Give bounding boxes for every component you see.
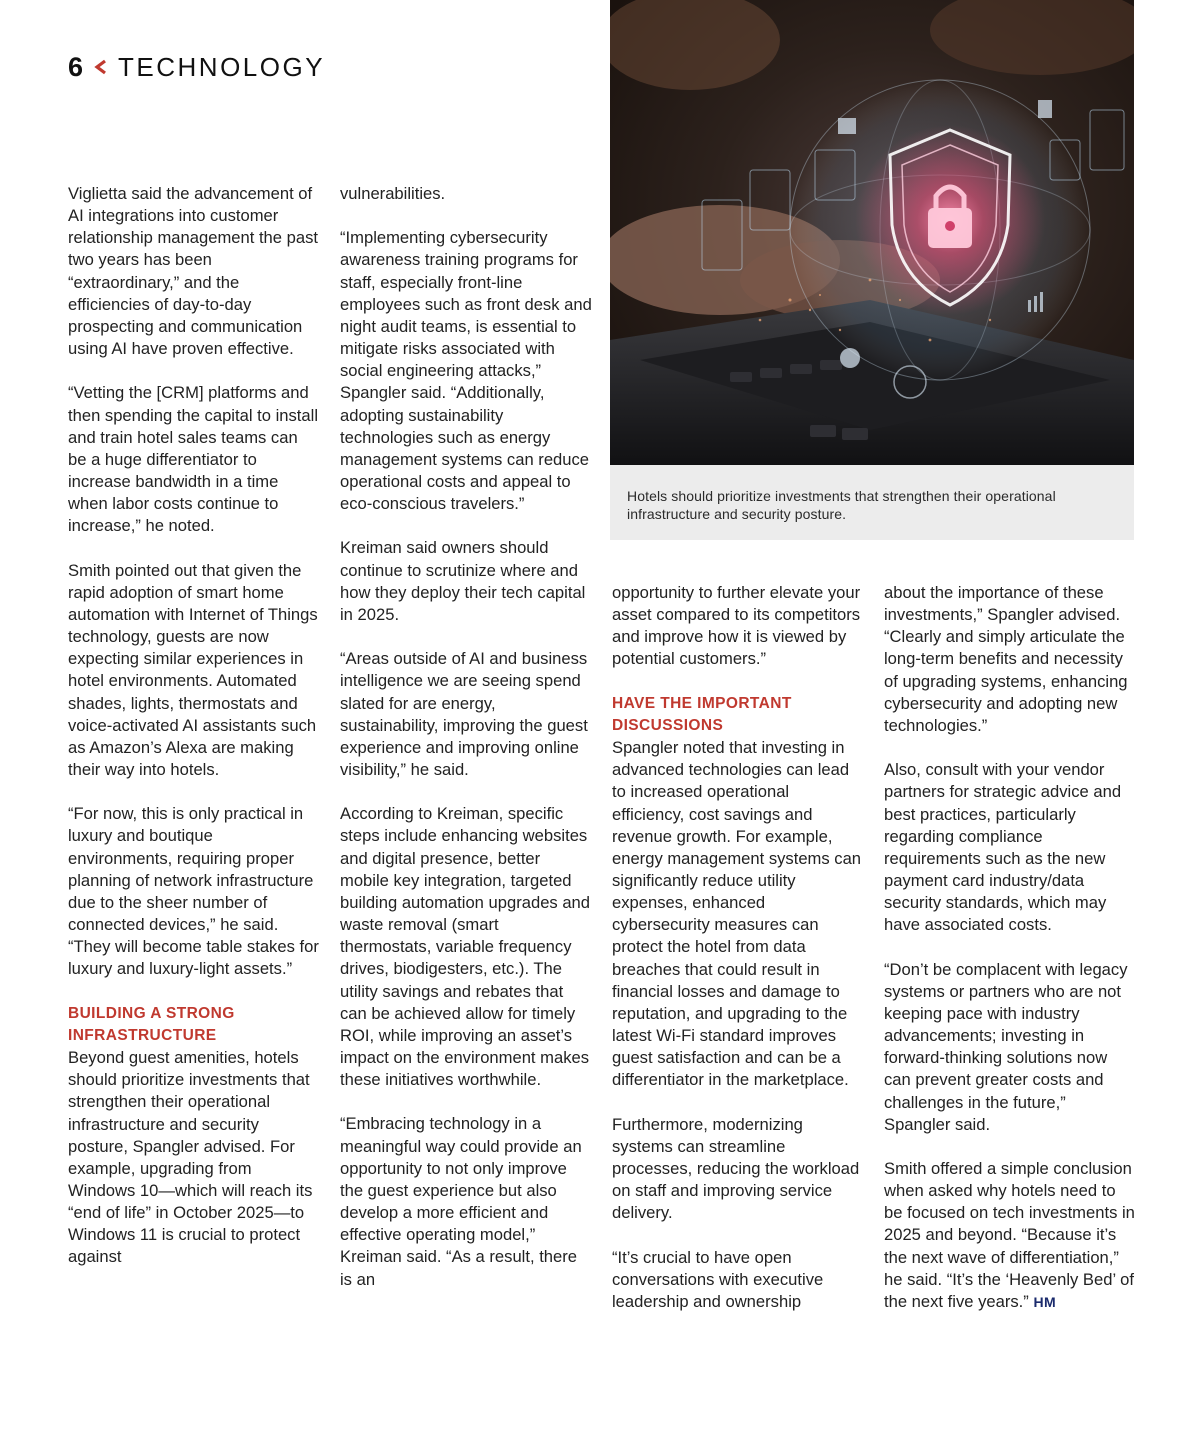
- paragraph-text: Smith offered a simple conclusion when asked why hotels need to be focused on tech investments in 2025 and beyond. “Because it’s the next wave of differentiation,” he said. “It’s the ‘Heavenly Bed’ of the next five years.”: [884, 1159, 1135, 1311]
- paragraph: opportunity to further elevate your asset compared to its competitors and improve how it is viewed by potential customers.”: [612, 583, 861, 669]
- article-column-4: [884, 582, 1136, 1313]
- paragraph: “It’s crucial to have open conversations with executive leadership and ownership: [612, 1247, 824, 1311]
- paragraph: “Vetting the [CRM] platforms and then spending the capital to install and train hotel sales teams can be a huge differentiator to increase bandwidth in a time when labor costs continue to increase,” he noted.: [68, 383, 319, 536]
- paragraph: Kreiman said owners should continue to scrutinize where and how they deploy their tech capital in 2025.: [340, 538, 586, 624]
- paragraph: Smith pointed out that given the rapid adoption of smart home automation with Internet of Things technology, guests are now expecting similar experiences in hotel environments. Automated shades, lights, thermostats and voice-activated AI assistants such as Amazon’s Alexa are making their way into hotels.: [68, 560, 318, 780]
- paragraph: “Don’t be complacent with legacy systems or partners who are not keeping pace with industry advancements; investing in forward-thinking solutions now can prevent greater costs and challenges in the future,” Spangler said.: [884, 959, 1128, 1134]
- paragraph: According to Kreiman, specific steps include enhancing websites and digital presence, better mobile key integration, targeted building automation upgrades and waste removal (smart thermostats, variable frequency drives, biodigesters, etc.). The utility savings and rebates that can be achieved allow for timely ROI, while improving an asset’s impact on the environment makes these initiatives worthwhile.: [340, 804, 591, 1090]
- paragraph: “Embracing technology in a meaningful way could provide an opportunity to not only improve the guest experience but also develop a more efficient and effective operating model,” Kreiman said. “As a result, there is an: [340, 1114, 582, 1289]
- closing-paragraph: [884, 1158, 1136, 1313]
- subheading-discussions: HAVE THE IMPORTANT DISCUSSIONS: [612, 694, 792, 734]
- cybersecurity-photo: [610, 0, 1134, 465]
- paragraph: “Areas outside of AI and business intelligence we are seeing spend slated for are energy, sustainability, improving the guest experience and improving online visibility,” he said.: [340, 649, 588, 780]
- article-column-1: [68, 183, 320, 1269]
- paragraph: “For now, this is only practical in luxury and boutique environments, requiring proper planning of network infrastructure due to the sheer number of connected devices,” he said. “They will become table stakes for luxury and luxury-light assets.”: [68, 804, 319, 979]
- photo-caption: Hotels should prioritize investments that strengthen their operational infrastructure and security posture.: [627, 488, 1056, 522]
- signoff-mark: HM: [1033, 1293, 1057, 1310]
- paragraph: Also, consult with your vendor partners for strategic advice and best practices, particularly regarding compliance requirements such as the new payment card industry/data security standards, which may have associated costs.: [884, 760, 1122, 935]
- article-column-2: [340, 183, 592, 1291]
- page-number: 6: [68, 51, 85, 82]
- paragraph: Spangler noted that investing in advanced technologies can lead to increased operational efficiency, cost savings and revenue growth. For example, energy management systems can significantly reduce utility expenses, enhanced cybersecurity measures can protect the hotel from data breaches that could result in financial losses and damage to reputation, and upgrading to the latest Wi-Fi standard improves guest satisfaction and can be a differentiator in the marketplace.: [612, 738, 862, 1090]
- subheading-infrastructure: BUILDING A STRONG INFRASTRUCTURE: [68, 1004, 235, 1044]
- paragraph: Viglietta said the advancement of AI integrations into customer relationship management the past two years has been “extraordinary,” and the efficiencies of day-to-day prospecting and communication using AI have proven effective.: [68, 184, 318, 359]
- article-column-3: [612, 582, 864, 1313]
- chevron-left-icon: [90, 56, 112, 78]
- photo-caption-box: [610, 465, 1134, 540]
- paragraph: “Implementing cybersecurity awareness training programs for staff, especially front-line employees such as front desk and night audit teams, is essential to mitigate risks associated with social engineering attacks,” Spangler said. “Additionally, adopting sustainability technologies such as energy management systems can reduce operational costs and appeal to eco-conscious travelers.”: [340, 228, 592, 514]
- paragraph: Beyond guest amenities, hotels should prioritize investments that strengthen their operational infrastructure and security posture, Spangler advised. For example, upgrading from Windows 10—which will reach its “end of life” in October 2025—to Windows 11 is crucial to protect against: [68, 1048, 313, 1267]
- page-header: [68, 50, 325, 84]
- paragraph: Furthermore, modernizing systems can streamline processes, reducing the workload on staff and improving service delivery.: [612, 1114, 860, 1223]
- section-title: TECHNOLOGY: [118, 51, 326, 82]
- paragraph: vulnerabilities.: [340, 184, 446, 203]
- paragraph: about the importance of these investments,” Spangler advised. “Clearly and simply articulate the long-term benefits and necessity of upgrading systems, enhancing cybersecurity and adopting new technologies.”: [884, 583, 1128, 735]
